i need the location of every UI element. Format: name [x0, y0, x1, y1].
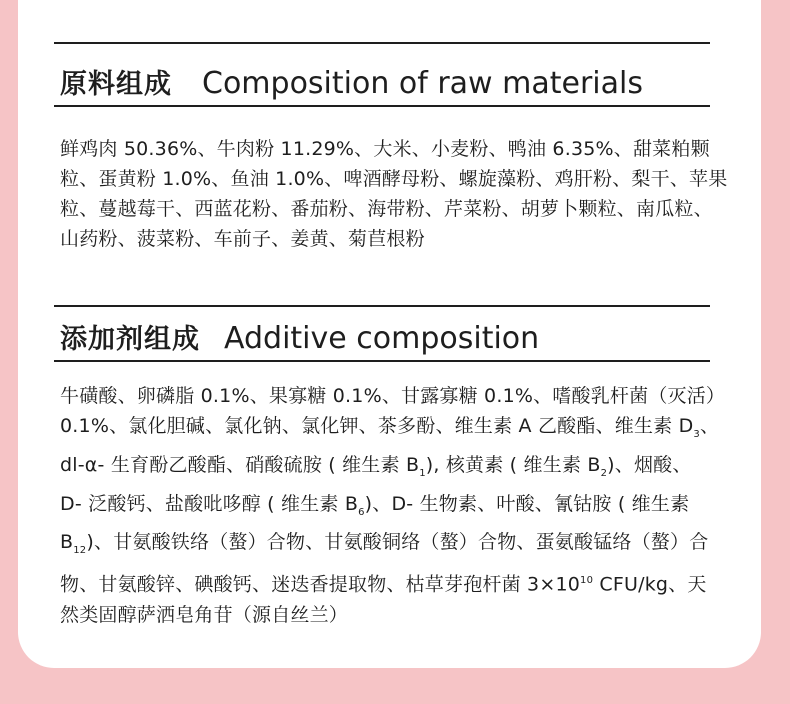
text-line: 粒、蛋黄粉 1.0%、鱼油 1.0%、啤酒酵母粉、螺旋藻粉、鸡肝粉、梨干、苹果 [60, 168, 728, 190]
text-line: dl-α- 生育酚乙酸酯、硝酸硫胺 ( 维生素 $B_1$), 核黄素 ( 维生素 $B_2$)、烟酸、 [60, 453, 692, 479]
heading-en: Additive composition [224, 321, 540, 356]
subscript: 6 [358, 506, 365, 518]
text-line: 山药粉、菠菜粉、车前子、姜黄、菊苣根粉 [60, 228, 425, 250]
subscript: 2 [600, 467, 608, 479]
subscript: 1 [419, 467, 426, 479]
text-line: 鲜鸡肉 50.36%、牛肉粉 11.29%、大米、小麦粉、鸭油 6.35%、甜菜粕颗 [60, 138, 710, 160]
heading-cn: 添加剂组成 [60, 324, 200, 355]
heading-en: Composition of raw materials [202, 66, 643, 101]
subscript: 3 [693, 428, 700, 440]
superscript: 10 [580, 575, 594, 587]
text-line: 然类固醇萨洒皂角苷（源自丝兰） [60, 603, 349, 626]
subscript: 12 [73, 545, 87, 557]
heading-underline [54, 360, 710, 362]
text-line: 物、甘氨酸锌、碘酸钙、迷迭香提取物、枯草芽孢杆菌 $3\times 10^{10}$ CFU/kg、天 [60, 573, 707, 596]
raw-materials-text [60, 134, 728, 254]
additives-heading [54, 307, 710, 359]
additives-text [60, 381, 726, 630]
text-line: D- 泛酸钙、盐酸吡哆醇 ( 维生素 $B_6$)、D- 生物素、叶酸、氰钴胺 ( 维生素 [60, 492, 690, 518]
heading-cn: 原料组成 [60, 69, 172, 100]
raw-materials-heading [54, 44, 710, 104]
raw-materials-section [54, 42, 728, 254]
text-line: 粒、蔓越莓干、西蓝花粉、番茄粉、海带粉、芹菜粉、胡萝卜颗粒、南瓜粒、 [60, 198, 713, 220]
text-line: $B_{12}$)、甘氨酸铁络（螯）合物、甘氨酸铜络（螯）合物、蛋氨酸锰络（螯）合 [60, 531, 709, 557]
additives-section [54, 305, 726, 630]
heading-underline [54, 105, 710, 107]
text-line: 0.1%、氯化胆碱、氯化钠、氯化钾、茶多酚、维生素 A 乙酸酯、维生素 $D_3$、 [60, 415, 720, 440]
text-line: 牛磺酸、卵磷脂 0.1%、果寡糖 0.1%、甘露寡糖 0.1%、嗜酸乳杆菌（灭活） [60, 385, 726, 407]
